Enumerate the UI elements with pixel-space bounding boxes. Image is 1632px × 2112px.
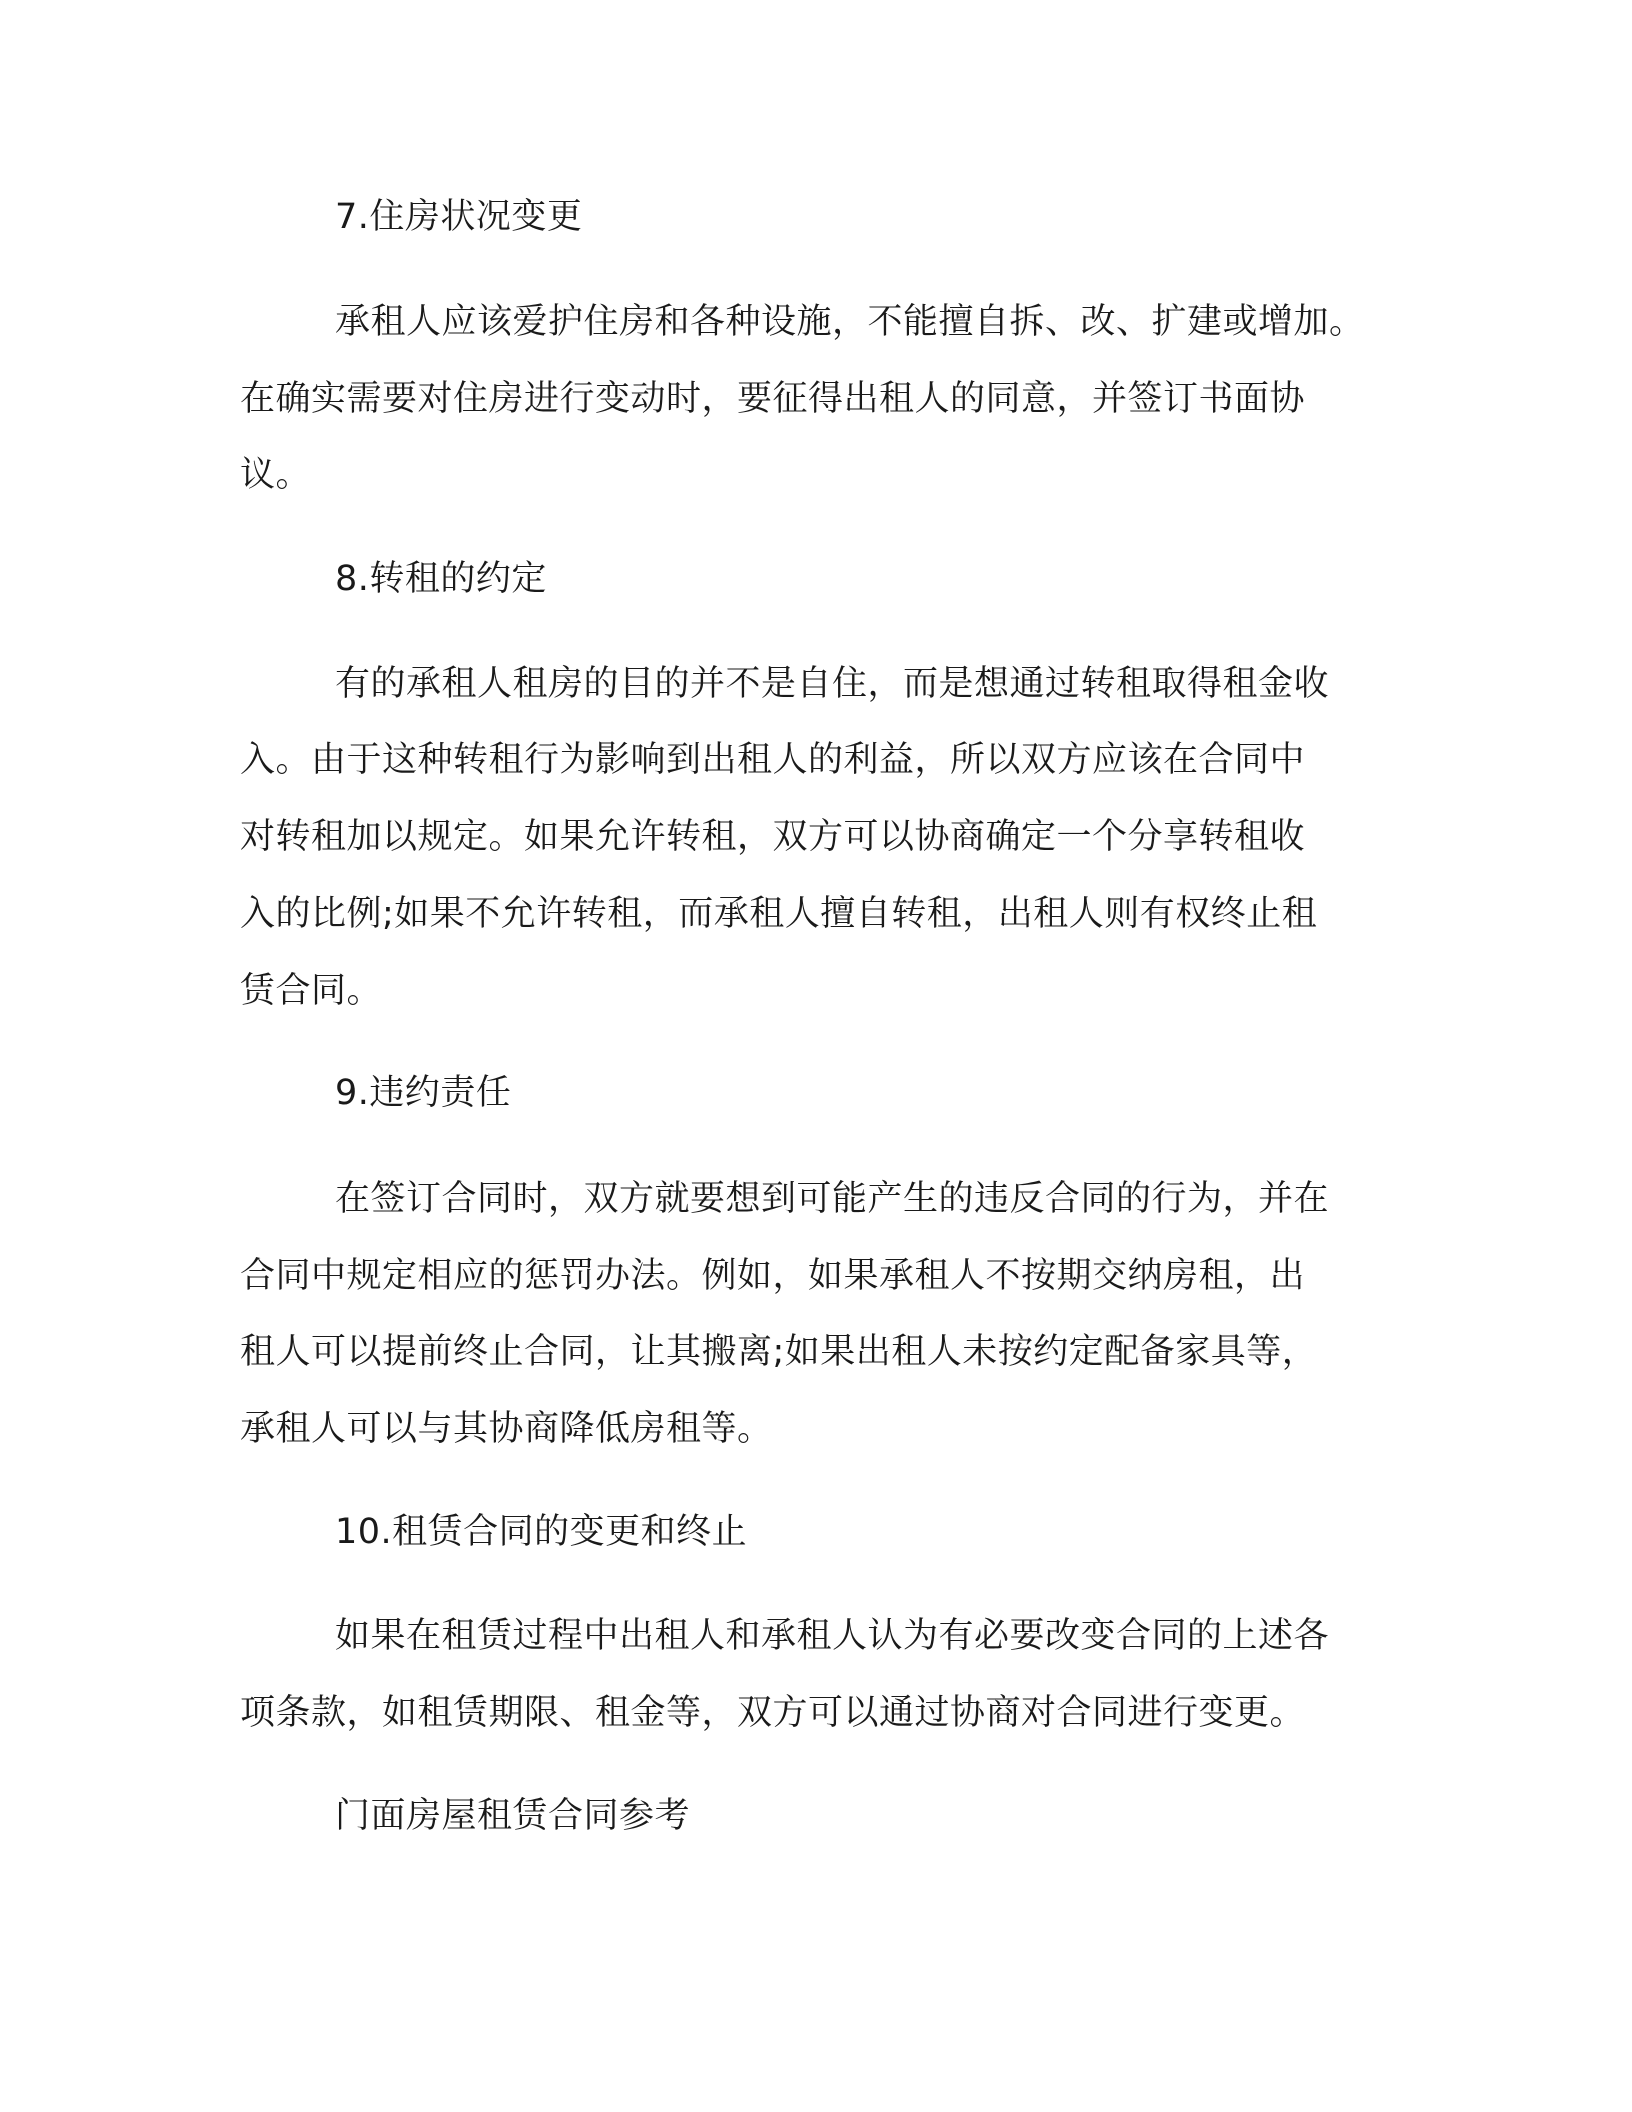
paragraph-line: 承租人可以与其协商降低房租等。 <box>240 1409 773 1449</box>
paragraph-line: 承租人应该爱护住房和各种设施，不能擅自拆、改、扩建或增加。 <box>335 302 1365 342</box>
paragraph-line: 有的承租人租房的目的并不是自住，而是想通过转租取得租金收 <box>335 664 1330 704</box>
closing-heading: 门面房屋租赁合同参考 <box>335 1796 691 1836</box>
section-heading-10: 10.租赁合同的变更和终止 <box>335 1512 748 1552</box>
paragraph-line: 入。由于这种转租行为影响到出租人的利益，所以双方应该在合同中 <box>240 740 1306 780</box>
paragraph-line: 对转租加以规定。如果允许转租，双方可以协商确定一个分享转租收 <box>240 817 1306 857</box>
paragraph-line: 在签订合同时，双方就要想到可能产生的违反合同的行为，并在 <box>335 1179 1330 1219</box>
paragraph-line: 议。 <box>240 455 312 495</box>
paragraph-line: 租人可以提前终止合同，让其搬离;如果出租人未按约定配备家具等， <box>240 1332 1318 1372</box>
paragraph-line: 项条款，如租赁期限、租金等，双方可以通过协商对合同进行变更。 <box>240 1693 1306 1733</box>
paragraph-line: 在确实需要对住房进行变动时，要征得出租人的同意，并签订书面协 <box>240 379 1306 419</box>
paragraph-line: 入的比例;如果不允许转租，而承租人擅自转租，出租人则有权终止租 <box>240 894 1318 934</box>
paragraph-line: 如果在租赁过程中出租人和承租人认为有必要改变合同的上述各 <box>335 1616 1330 1656</box>
paragraph-line: 合同中规定相应的惩罚办法。例如，如果承租人不按期交纳房租，出 <box>240 1256 1306 1296</box>
section-heading-9: 9.违约责任 <box>335 1073 512 1113</box>
section-heading-7: 7.住房状况变更 <box>335 197 583 237</box>
section-heading-8: 8.转租的约定 <box>335 559 547 599</box>
paragraph-line: 赁合同。 <box>240 971 383 1011</box>
